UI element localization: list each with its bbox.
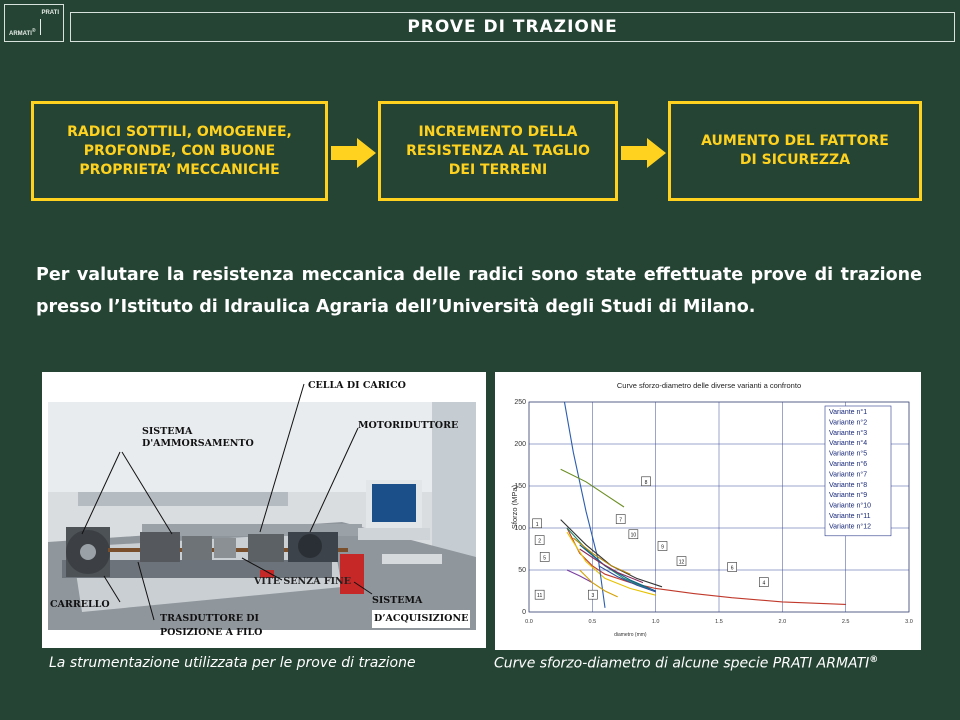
curve-tag-label: 8 — [644, 479, 648, 486]
y-axis-label: Sforzo (MPa) — [510, 484, 519, 530]
label-gear-motor: MOTORIDUTTORE — [358, 420, 459, 431]
legend-entry: Variante n°3 — [829, 429, 868, 437]
flow-box-shear-line: INCREMENTO DELLA — [418, 123, 578, 140]
y-tick-label: 250 — [514, 399, 526, 406]
legend-entry: Variante n°7 — [829, 471, 868, 479]
flow-box-roots-line: PROFONDE, CON BUONE — [83, 142, 276, 159]
prati-armati-logo — [4, 4, 64, 42]
y-tick-label: 100 — [514, 525, 526, 532]
stress-diameter-chart-panel — [495, 372, 921, 650]
x-tick-label: 2.5 — [841, 619, 850, 625]
caption-apparatus: La strumentazione utilizzata per le prove di trazione — [49, 655, 416, 671]
curve-tag-label: 1 — [535, 521, 539, 528]
x-tick-label: 1.0 — [651, 619, 660, 625]
flow-box-roots-line: PROPRIETA’ MECCANICHE — [79, 161, 280, 178]
legend-entry: Variante n°6 — [829, 461, 868, 468]
arrow-right-icon — [331, 138, 377, 168]
x-tick-label: 3.0 — [905, 619, 913, 625]
flow-box-shear-line: RESISTENZA AL TAGLIO — [406, 142, 590, 159]
flow-box-roots-line: RADICI SOTTILI, OMOGENEE, — [67, 123, 292, 140]
legend-entry: Variante n°9 — [829, 492, 868, 500]
flow-box-shear-resistance — [378, 101, 618, 201]
x-tick-label: 0.0 — [525, 619, 533, 625]
y-tick-label: 50 — [518, 567, 526, 574]
legend-entry: Variante n°2 — [829, 419, 868, 427]
curve-tag-label: 2 — [538, 538, 542, 545]
flow-box-safety-line: DI SICUREZZA — [739, 152, 851, 168]
label-acquisition-system: SISTEMA D’ACQUISIZIONE — [372, 592, 470, 628]
flow-box-roots — [31, 101, 328, 201]
label-clamping-system: SISTEMA D'AMMORSAMENTO — [142, 426, 254, 449]
flow-box-shear-line: DEI TERRENI — [448, 161, 548, 178]
logo-line-2: ARMATI® — [9, 28, 36, 37]
legend-entry: Variante n°11 — [829, 513, 871, 520]
logo-line-1: PRATI — [41, 10, 59, 16]
curve-tag-label: 3 — [591, 593, 595, 600]
legend-entry: Variante n°5 — [829, 450, 868, 458]
apparatus-photo — [42, 372, 486, 648]
chart-title: Curve sforzo-diametro delle diverse varianti a confronto — [616, 381, 802, 390]
y-tick-label: 0 — [522, 609, 526, 616]
label-carriage: CARRELLO — [50, 599, 110, 610]
curve-tag-label: 11 — [537, 593, 543, 600]
label-position-transducer: TRASDUTTORE DI POSIZIONE A FILO — [160, 613, 263, 638]
intro-paragraph: Per valutare la resistenza meccanica delle radici sono state effettuate prove di trazione presso l’Istituto di Idraulica Agraria dell’Università degli Studi di Milano. — [36, 265, 922, 317]
x-tick-label: 2.0 — [778, 619, 787, 625]
flow-box-safety-line: AUMENTO DEL FATTORE — [701, 133, 889, 149]
legend-entry: Variante n°1 — [829, 409, 868, 416]
y-tick-label: 150 — [514, 483, 526, 490]
x-tick-label: 0.5 — [588, 619, 597, 625]
arrow-right-icon — [621, 138, 667, 168]
flow-box-safety-factor — [668, 101, 922, 201]
y-tick-label: 200 — [514, 441, 526, 448]
curve-tag-label: 10 — [630, 532, 637, 539]
curve-tag-label: 12 — [678, 559, 685, 566]
x-axis-label: diametro (mm) — [614, 632, 647, 638]
x-tick-label: 1.5 — [715, 619, 723, 625]
stress-diameter-chart — [495, 372, 921, 650]
logo-divider — [40, 19, 41, 35]
curve-tag-label: 4 — [762, 580, 766, 587]
label-load-cell: CELLA DI CARICO — [308, 380, 406, 391]
legend-entry: Variante n°8 — [829, 481, 868, 489]
curve-tag-label: 6 — [730, 565, 734, 572]
caption-chart: Curve sforzo-diametro di alcune specie PRATI ARMATI® — [494, 655, 879, 672]
label-lead-screw: VITE SENZA FINE — [254, 576, 351, 587]
legend-entry: Variante n°10 — [829, 502, 871, 510]
legend-entry: Variante n°12 — [829, 523, 871, 531]
curve-tag-label: 7 — [619, 517, 623, 524]
curve-tag-label: 5 — [543, 555, 547, 562]
legend-entry: Variante n°4 — [829, 440, 868, 448]
page-title: PROVE DI TRAZIONE — [70, 12, 955, 42]
curve-tag-label: 9 — [661, 544, 664, 551]
